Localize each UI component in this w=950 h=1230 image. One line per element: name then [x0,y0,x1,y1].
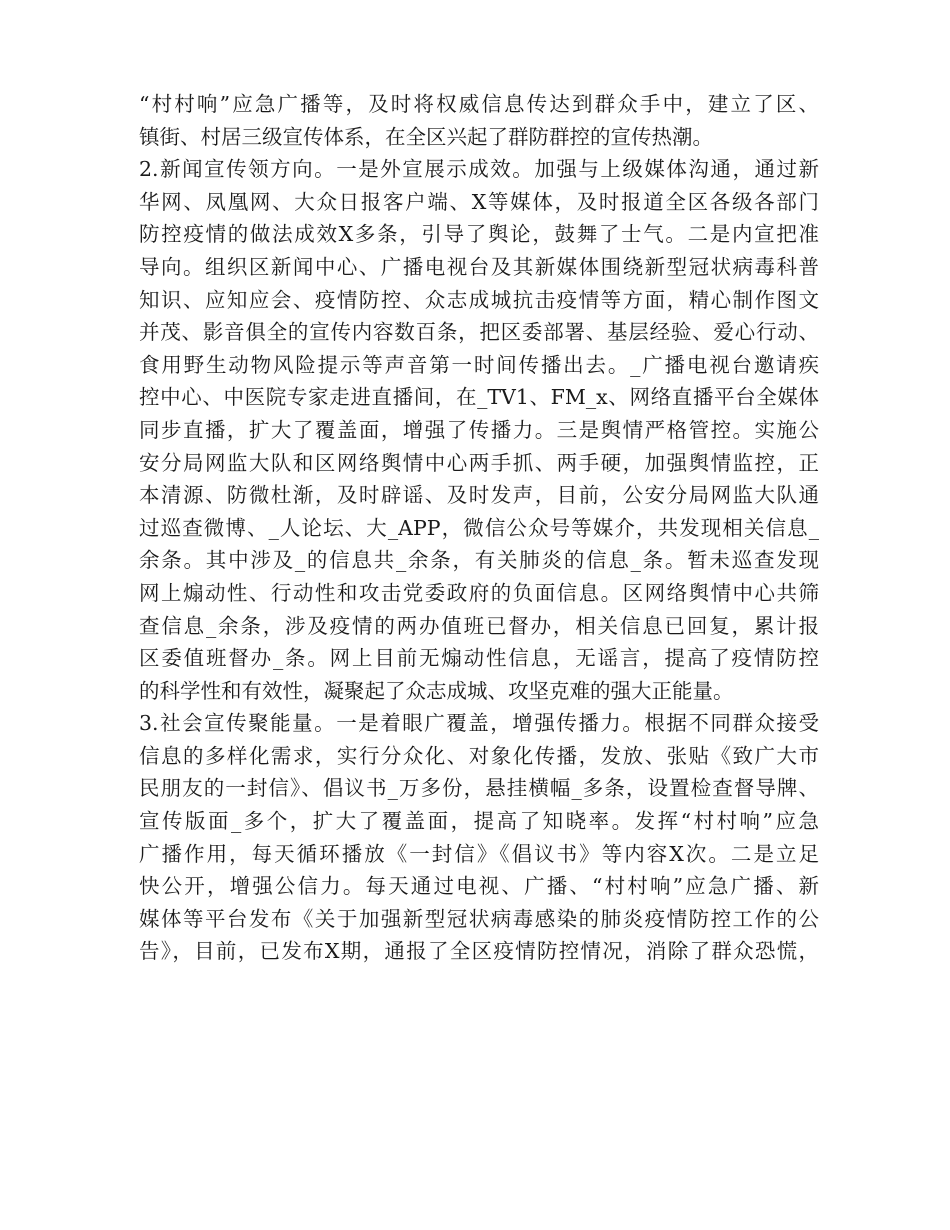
text-line: 2.新闻宣传领方向。一是外宣展示成效。加强与上级媒体沟通，通过新 [139,157,819,182]
text-line: 知识、应知应会、疫情防控、众志成城抗击疫情等方面，精心制作图文 [139,287,819,312]
text-line: 同步直播，扩大了覆盖面，增强了传播力。三是舆情严格管控。实施公 [139,417,819,442]
text-line: “村村响”应急广播等，及时将权威信息传达到群众手中，建立了区、 [139,92,819,116]
text-line: 过巡查微博、_人论坛、大_APP，微信公众号等媒介，共发现相关信息_ [139,515,819,540]
text-line: 安分局网监大队和区网络舆情中心两手抓、两手硬，加强舆情监控，正 [139,450,819,475]
text-line: 告》，目前，已发布X期，通报了全区疫情防控情况，消除了群众恐慌， [139,939,819,964]
text-line: 镇街、村居三级宣传体系，在全区兴起了群防群控的宣传热潮。 [139,124,713,149]
text-line: 控中心、中医院专家走进直播间，在_TV1、FM_x、网络直播平台全媒体 [139,385,819,410]
text-line: 查信息_余条，涉及疫情的两办值班已督办，相关信息已回复，累计报 [139,613,819,638]
text-line: 防控疫情的做法成效X多条，引导了舆论，鼓舞了士气。二是内宣把准 [139,222,819,247]
text-line: 余条。其中涉及_的信息共_余条，有关肺炎的信息_条。暂未巡查发现 [139,548,819,573]
text-line: 网上煽动性、行动性和攻击党委政府的负面信息。区网络舆情中心共筛 [139,580,819,605]
text-line: 的科学性和有效性，凝聚起了众志成城、攻坚克难的强大正能量。 [139,678,734,703]
text-line: 华网、凤凰网、大众日报客户端、X等媒体，及时报道全区各级各部门 [139,189,819,214]
text-line: 媒体等平台发布《关于加强新型冠状病毒感染的肺炎疫情防控工作的公 [139,906,819,931]
text-line: 3.社会宣传聚能量。一是着眼广覆盖，增强传播力。根据不同群众接受 [139,711,819,736]
body-text [139,88,819,968]
text-line: 广播作用，每天循环播放《一封信》《倡议书》等内容X次。二是立足 [139,841,819,866]
text-line: 并茂、影音俱全的宣传内容数百条，把区委部署、基层经验、爱心行动、 [139,320,819,345]
text-line: 民朋友的一封信》、倡议书_万多份，悬挂横幅_多条，设置检查督导牌、 [139,776,819,801]
text-line: 本清源、防微杜渐，及时辟谣、及时发声，目前，公安分局网监大队通 [139,483,819,508]
text-line: 区委值班督办_条。网上目前无煽动性信息，无谣言，提高了疫情防控 [139,646,819,671]
text-line: 信息的多样化需求，实行分众化、对象化传播，发放、张贴《致广大市 [139,743,819,768]
text-line: 宣传版面_多个，扩大了覆盖面，提高了知晓率。发挥“村村响”应急 [139,809,819,834]
text-line: 导向。组织区新闻中心、广播电视台及其新媒体围绕新型冠状病毒科普 [139,254,819,279]
text-line: 食用野生动物风险提示等声音第一时间传播出去。_广播电视台邀请疾 [139,352,819,377]
text-line: 快公开，增强公信力。每天通过电视、广播、“村村响”应急广播、新 [139,874,819,899]
